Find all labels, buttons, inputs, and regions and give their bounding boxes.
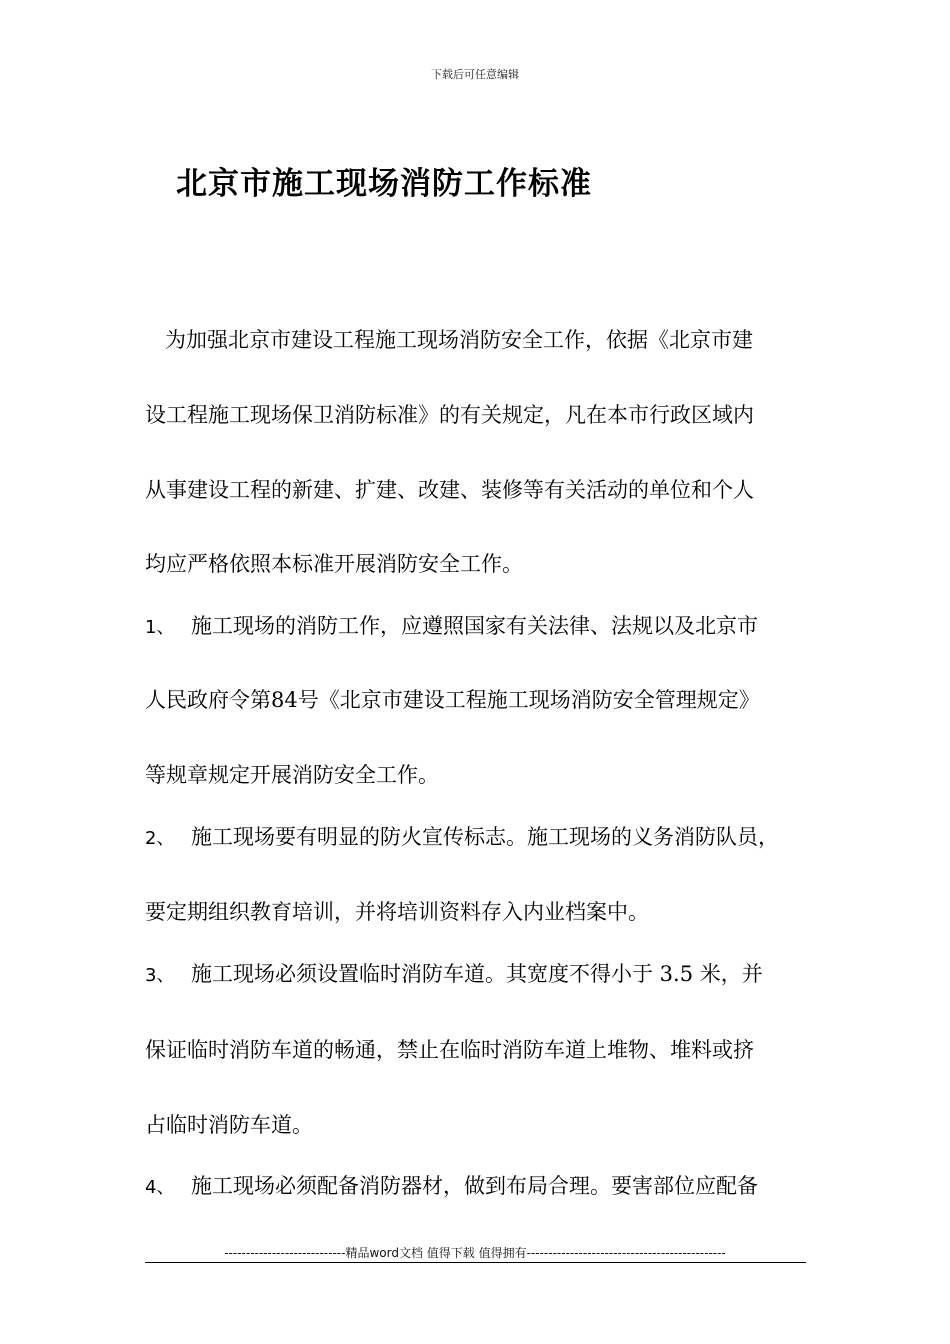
item-3-line-1 (145, 964, 763, 985)
item-number: 2、 (145, 828, 175, 849)
item-text: 施工现场的消防工作，应遵照国家有关法律、法规以及北京市 (191, 614, 758, 638)
item-number: 3、 (145, 965, 175, 986)
item-1-line-3: 等规章规定开展消防安全工作。 (145, 763, 439, 787)
item-2-line-2: 要定期组织教育培训，并将培训资料存入内业档案中。 (145, 900, 649, 924)
item-text: 施工现场必须配备消防器材，做到布局合理。要害部位应配备 (191, 1174, 758, 1198)
page-header: 下载后可任意编辑 (431, 68, 519, 81)
page-footer: ----------------------------精品word文档 值得下载 值得拥有---------------------------------------------- (224, 1246, 726, 1260)
item-number: 4、 (145, 1177, 175, 1198)
item-1-line-2: 人民政府令第84号《北京市建设工程施工现场消防安全管理规定》 (145, 688, 760, 712)
item-3-line-2: 保证临时消防车道的畅通，禁止在临时消防车道上堆物、堆料或挤 (145, 1038, 754, 1062)
item-4-line-1 (145, 1176, 758, 1197)
item-text: 施工现场必须设置临时消防车道。其宽度不得小于 3.5 米，并 (191, 962, 763, 986)
item-1-line-1 (145, 616, 758, 637)
intro-line-2: 设工程施工现场保卫消防标准》的有关规定，凡在本市行政区域内 (145, 403, 754, 427)
intro-line-3: 从事建设工程的新建、扩建、改建、装修等有关活动的单位和个人 (145, 478, 754, 502)
intro-line-1: 为加强北京市建设工程施工现场消防安全工作，依据《北京市建 (165, 328, 753, 352)
item-3-line-3: 占临时消防车道。 (145, 1113, 313, 1137)
footer-rule (145, 1262, 806, 1263)
intro-line-4: 均应严格依照本标准开展消防安全工作。 (145, 552, 523, 576)
item-2-line-1 (145, 827, 779, 848)
item-text: 施工现场要有明显的防火宣传标志。施工现场的义务消防队员， (191, 825, 779, 849)
document-title: 北京市施工现场消防工作标准 (176, 166, 592, 202)
item-number: 1、 (145, 617, 175, 638)
